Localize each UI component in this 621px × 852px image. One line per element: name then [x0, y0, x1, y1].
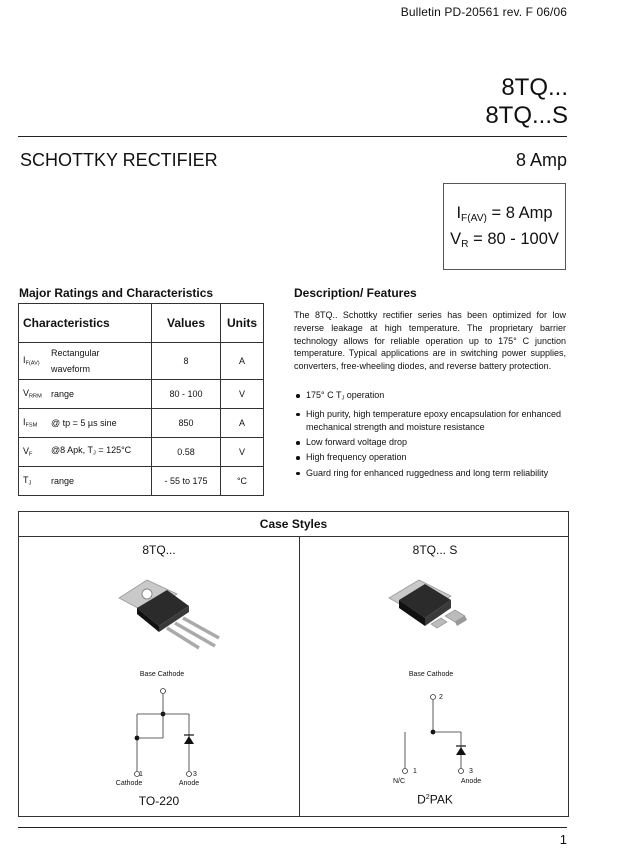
part-number-through-hole: 8TQ...: [501, 74, 568, 101]
page-title: SCHOTTKY RECTIFIER: [20, 150, 218, 170]
spec-reverse-voltage: $V_R = 80 - 100V$: [450, 230, 559, 251]
case-styles-panel: [18, 511, 569, 817]
pin3-label: Anode: [178, 780, 200, 787]
col-units: Units: [221, 304, 264, 343]
part-number-smd: 8TQ...S: [485, 102, 568, 129]
feature-item: Low forward voltage drop: [294, 436, 566, 449]
to220-package-icon: [111, 572, 221, 672]
case-styles-heading: Case Styles: [19, 512, 568, 537]
footer-rule: [18, 827, 567, 828]
ratings-table: [18, 303, 264, 496]
pin3-number: 3: [193, 771, 197, 778]
col-values: Values: [152, 304, 221, 343]
description-heading: Description/ Features: [294, 286, 417, 300]
feature-item: High purity, high temperature epoxy encapsulation for enhanced mechanical strength and moisture resistance: [294, 408, 566, 434]
table-row: $T_J$ range - 55 to 175 °C: [19, 467, 264, 496]
key-spec-box: [443, 183, 566, 270]
pin1-label: Cathode: [115, 780, 143, 787]
bulletin-number: Bulletin PD-20561 rev. F 06/06: [400, 5, 567, 19]
smd-pin3-label: Anode: [460, 778, 482, 785]
pin1-number: 1: [139, 771, 143, 778]
smd-pin1-label: N/C: [392, 778, 406, 785]
case-divider: [299, 536, 300, 816]
table-row: $V_{RRM}$ range 80 - 100 V: [19, 380, 264, 409]
case-name-through-hole: 8TQ...: [142, 543, 176, 557]
description-text: The 8TQ.. Schottky rectifier series has been optimized for low reverse leakage at high temperature. The proprietary barrier technology allows for reliable operation up to 175° C junction temperature. Typical applications are in switching power supplies, converters, free-wheeling diodes, and reverse battery protection.: [294, 310, 566, 372]
header-rule: [18, 136, 567, 137]
smd-pin3-number: 3: [469, 768, 473, 775]
feature-item: 175° C $T_J$ operation: [294, 389, 566, 405]
spec-forward-current: $I_{F(AV)} = 8$ Amp: [456, 204, 553, 225]
package-name-to220: TO-220: [138, 794, 180, 808]
table-row: $V_F$ @8 Apk, $T_J = 125^\circ C$ 0.58 V: [19, 438, 264, 467]
feature-item: High frequency operation: [294, 451, 566, 464]
ratings-heading: Major Ratings and Characteristics: [19, 286, 214, 300]
current-rating: 8 Amp: [515, 150, 567, 170]
d2pak-package-icon: [385, 574, 471, 644]
base-cathode-label-smd: Base Cathode: [408, 671, 454, 678]
page-number: 1: [559, 832, 567, 847]
table-row: $I_{FSM}$ @ tp = 5 µs sine 850 A: [19, 409, 264, 438]
table-row: $I_{F(AV)}Rectangular$ waveform 8 A: [19, 343, 264, 380]
to220-schematic: [119, 687, 209, 782]
smd-pin1-number: 1: [413, 768, 417, 775]
col-characteristics: Characteristics: [19, 304, 152, 343]
feature-list: [294, 389, 566, 482]
base-pin-number: 2: [439, 694, 443, 701]
case-name-smd: 8TQ... S: [412, 543, 458, 557]
base-cathode-label: Base Cathode: [139, 671, 185, 678]
table-header-row: [19, 304, 264, 343]
package-name-d2pak: $D^2PAK$: [417, 792, 453, 807]
feature-item: Guard ring for enhanced ruggedness and long term reliability: [294, 467, 566, 480]
